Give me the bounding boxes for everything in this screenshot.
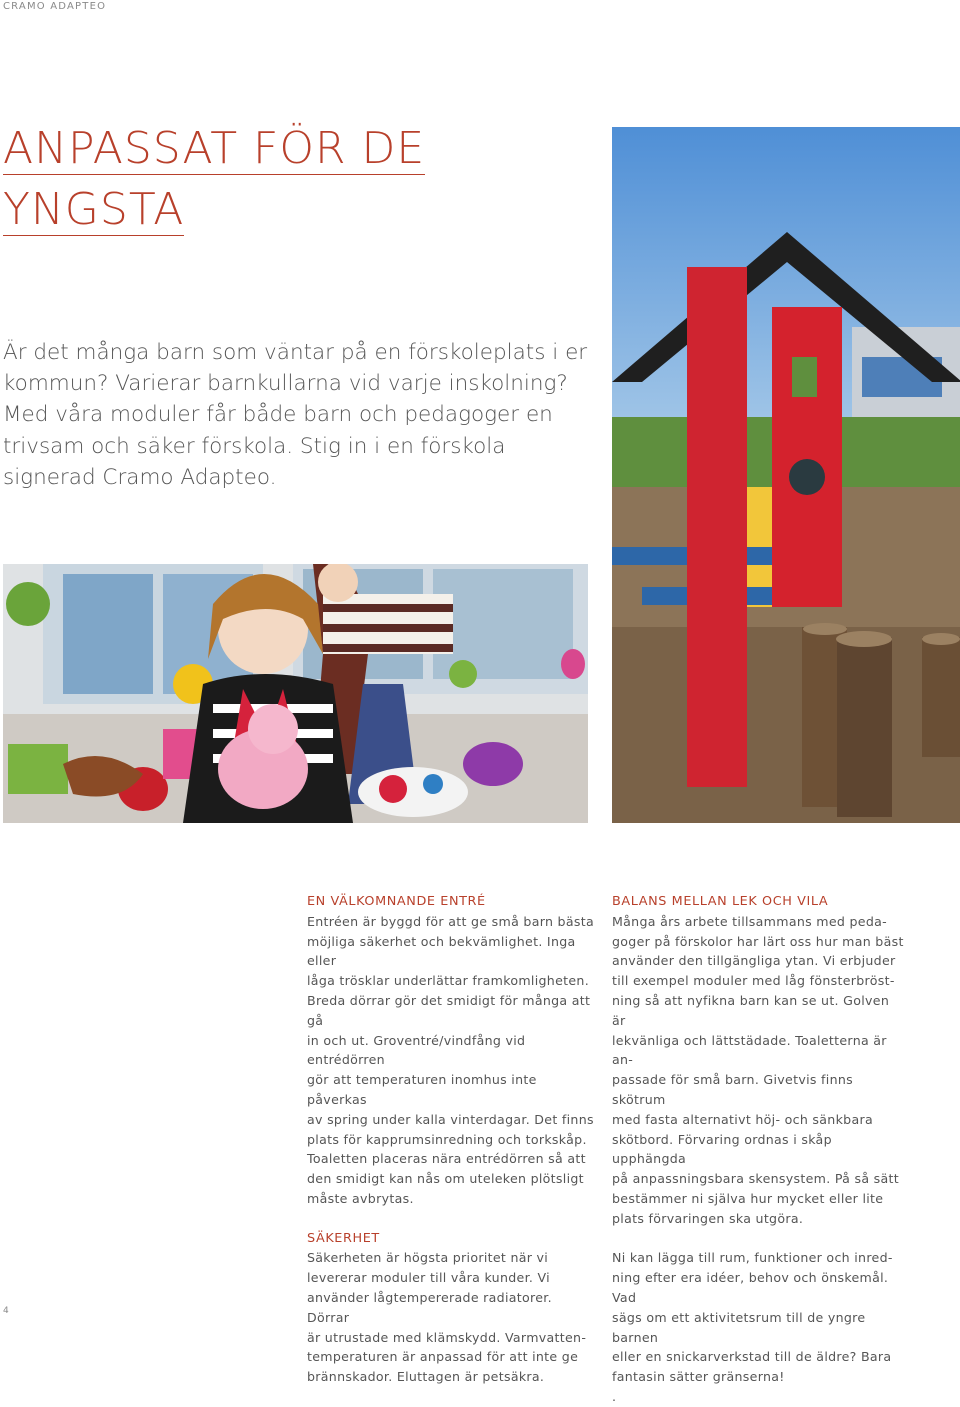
section-body-balans: Många års arbete tillsammans med peda- goger på förskolor har lärt oss hur man bäst använder den tillgängliga ytan. Vi erbjuder till exempel moduler med låg fönsterbröst- ning så att nyfikna barn kan se ut. Golven är lekvänliga och lättstädade. Toaletterna är an- passade för små barn. Givetvis finns skötrum med fasta alternativt höj- och sänkbara skötbord. Förvaring ordnas i skåp upphängda på anpassningsbara skensystem. På så sätt bestämmer ni själva hur mycket eller lite plats förvaringen ska utgöra. (612, 913, 904, 1226)
section-body-sakerhet: Säkerheten är högsta prioritet när vi levererar moduler till våra kunder. Vi använder lågtempererade radiatorer. Dörrar är utrustade med klämskydd. Varmvatten- temperaturen är anpassad för att inte ge brännskador. Eluttagen är petsäkra. (307, 1250, 587, 1385)
photo-playhouse (612, 127, 960, 823)
section-heading-balans: BALANS MELLAN LEK OCH VILA (612, 894, 829, 909)
section-body-extra: Ni kan lägga till rum, funktioner och inred- ning efter era idéer, behov och önskemål. Vad sägs om ett aktivitetsrum till de yngre barnen eller en snickarverkstad till de äldre? Bara fantasin sätter gränserna! . (612, 1250, 893, 1404)
section-body-entre: Entréen är byggd för att ge små barn bästa möjliga säkerhet och bekvämlighet. Inga eller låga trösklar underlättar framkomligheten. Breda dörrar gör det smidigt för många att gå in och ut. Groventré/vindfång vid entrédörren gör att temperaturen inomhus inte påverkas av spring under kalla vinterdagar. Det finns plats för kapprumsinredning och torkskåp. Toaletten placeras nära entrédörren så att den smidigt kan nås om uteleken plötsligt måste avbrytas. (307, 913, 594, 1206)
column-left (307, 892, 597, 1387)
title-line-2: YNGSTA (3, 184, 185, 235)
header-brand: CRAMO ADAPTEO (3, 1, 107, 12)
section-heading-sakerhet: SÄKERHET (307, 1230, 380, 1246)
page-number: 4 (3, 1306, 9, 1316)
photo-children-playing (3, 564, 588, 823)
column-right (612, 892, 904, 1407)
page-title (3, 118, 425, 240)
section-heading-entre: EN VÄLKOMNANDE ENTRÉ (307, 894, 486, 909)
intro-paragraph: Är det många barn som väntar på en förskoleplats i er kommun? Varierar barnkullarna vid varje inskolning? Med våra moduler får både barn och pedagoger en trivsam och säker förskola. Stig in i en förskola signerad Cramo Adapteo. (3, 340, 588, 490)
title-line-1: ANPASSAT FÖR DE (3, 123, 426, 174)
